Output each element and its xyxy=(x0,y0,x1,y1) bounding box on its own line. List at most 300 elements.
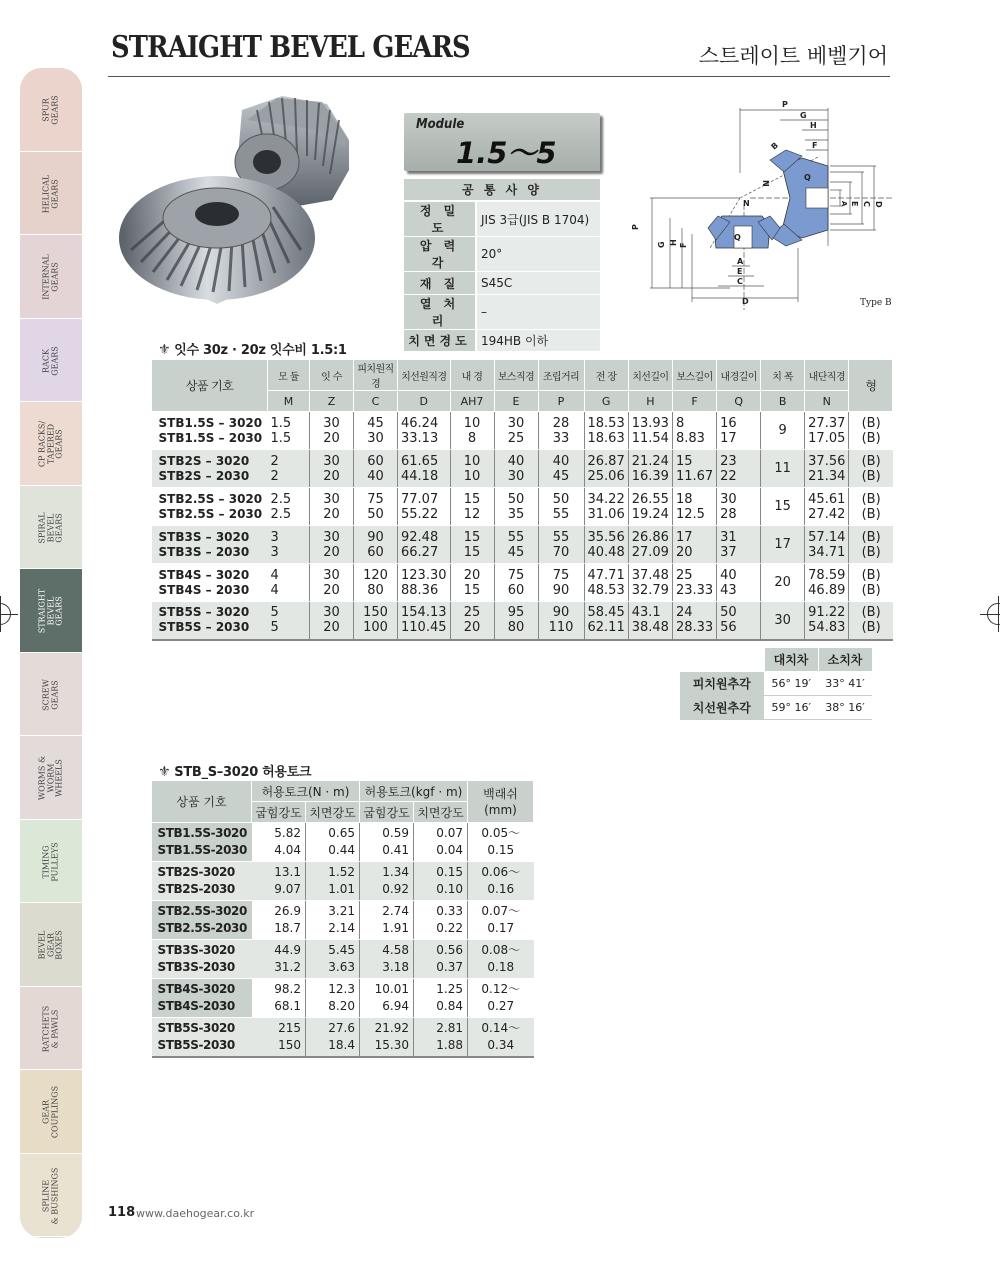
cell-line: 25 xyxy=(675,567,693,583)
cell-line: 25.06 xyxy=(587,468,625,484)
value-cell xyxy=(398,488,451,526)
sidebar-tab-label: RATCHETS & PAWLS xyxy=(41,1005,59,1052)
cell-line: 0.10 xyxy=(436,882,463,896)
cell-line: 60 xyxy=(367,544,384,560)
sidebar-tab-label: SPLINE & BUSHINGS xyxy=(41,1167,59,1224)
backlash-cell: 0.07～0.17 xyxy=(468,901,534,940)
table2-heading-text: STB_S–3020 허용토크 xyxy=(174,765,312,780)
column-symbol: Q xyxy=(717,391,761,412)
cell-line: 0.44 xyxy=(328,843,355,857)
value-cell xyxy=(354,412,398,450)
value-cell xyxy=(494,488,538,526)
cell-line: 25 xyxy=(507,430,525,446)
cell-line: 45.61 xyxy=(808,491,846,507)
value-cell xyxy=(538,564,584,602)
product-code xyxy=(152,1018,252,1057)
value-cell xyxy=(354,450,398,488)
torque-cell xyxy=(306,979,360,1018)
torque-cell xyxy=(252,862,306,901)
cell-line: 20 xyxy=(323,620,340,636)
cell-line: 5.45 xyxy=(328,943,355,957)
value-cell xyxy=(672,564,716,602)
torque-cell xyxy=(306,862,360,901)
sidebar-tab-label: TIMING PULLEYS xyxy=(41,841,59,882)
product-code xyxy=(152,901,252,940)
cell-line: 1.01 xyxy=(328,882,355,896)
value-cell xyxy=(584,412,628,450)
column-header: 내단직경 xyxy=(805,360,849,391)
angle-corner xyxy=(680,648,764,672)
svg-text:B: B xyxy=(769,140,780,152)
product-code xyxy=(152,450,268,488)
sidebar-tab[interactable] xyxy=(20,987,82,1071)
column-symbol: P xyxy=(538,391,584,412)
cell-line: 20 xyxy=(463,620,481,636)
cell-line: 8 xyxy=(467,430,477,446)
cell-line: 32.79 xyxy=(631,582,669,598)
sidebar-tab[interactable] xyxy=(20,402,82,486)
sidebar-tab[interactable] xyxy=(20,653,82,737)
cell-line: 37.56 xyxy=(808,453,846,469)
column-header: 피치원직경 xyxy=(354,360,398,391)
spec-value: – xyxy=(476,294,600,329)
cell-line: STB1.5S-3020 xyxy=(157,826,247,840)
cell-line: 8.83 xyxy=(675,430,705,446)
sidebar-tab[interactable] xyxy=(20,1154,82,1238)
cell-line: 30 xyxy=(323,529,340,545)
cell-line: 120 xyxy=(363,567,388,583)
cone-angle-table xyxy=(680,647,873,720)
cell-line: 45 xyxy=(552,468,570,484)
cell-line: 92.48 xyxy=(401,529,439,545)
table1-heading-text: 잇수 30z · 20z 잇수비 1.5:1 xyxy=(174,343,347,358)
cell-line: 215 xyxy=(278,1020,301,1035)
column-subheader: 굽힘강도 xyxy=(252,802,306,823)
value-cell xyxy=(268,526,310,564)
column-symbol: Z xyxy=(310,391,354,412)
svg-text:F: F xyxy=(812,141,818,150)
column-symbol: AH7 xyxy=(450,391,494,412)
page-title-korean: 스트레이트 베벨기어 xyxy=(698,44,888,68)
cell-line: (B) xyxy=(861,582,881,598)
column-symbol: D xyxy=(398,391,451,412)
registration-mark-left xyxy=(0,603,11,625)
column-symbol: C xyxy=(354,391,398,412)
table-row xyxy=(152,862,534,901)
cell-line: 30 xyxy=(507,468,525,484)
value-cell xyxy=(538,526,584,564)
value-cell xyxy=(494,450,538,488)
value-cell xyxy=(310,526,354,564)
sidebar-tab[interactable] xyxy=(20,1070,82,1154)
cell-line: 27.09 xyxy=(631,544,669,560)
value-cell xyxy=(354,526,398,564)
column-header: 치선원직경 xyxy=(398,360,451,391)
value-cell xyxy=(310,564,354,602)
cell-line: 40 xyxy=(720,567,737,583)
cell-line: 33 xyxy=(552,430,570,446)
cell-line: STB5S – 2030 xyxy=(158,620,250,635)
cell-line: 90 xyxy=(552,605,570,621)
cell-line: 57.14 xyxy=(808,529,846,545)
value-cell xyxy=(584,488,628,526)
cell-line: 70 xyxy=(552,544,570,560)
cell-line: 40 xyxy=(507,453,525,469)
sidebar-tab[interactable] xyxy=(20,736,82,820)
angle-col-header: 소치차 xyxy=(818,648,872,672)
angle-row-label: 치선원추각 xyxy=(680,696,764,720)
column-symbol: N xyxy=(805,391,849,412)
cell-line: 40 xyxy=(552,453,570,469)
value-cell xyxy=(584,526,628,564)
value-cell xyxy=(450,526,494,564)
torque-cell xyxy=(306,823,360,862)
spec-key: 치면경도 xyxy=(404,329,476,351)
cell-line: 44.9 xyxy=(274,943,301,957)
sidebar-tab-label: GEAR COUPLINGS xyxy=(41,1085,59,1139)
cell-line: 12 xyxy=(463,506,481,522)
column-symbol: F xyxy=(672,391,716,412)
cell-line: 26.55 xyxy=(631,491,669,507)
face-width-cell: 9 xyxy=(761,412,805,450)
type-cell xyxy=(849,488,893,526)
cell-line: 21.34 xyxy=(808,468,846,484)
value-cell xyxy=(628,602,672,640)
cell-line: 9.07 xyxy=(274,882,301,896)
value-cell xyxy=(672,526,716,564)
cell-line: 20 xyxy=(675,544,693,560)
cell-line: 40.48 xyxy=(587,544,625,560)
product-code xyxy=(152,526,268,564)
value-cell xyxy=(268,488,310,526)
sidebar-tab-label: RACK GEARS xyxy=(41,345,59,376)
angle-row-label: 피치원추각 xyxy=(680,672,764,696)
sidebar-tab[interactable] xyxy=(20,486,82,570)
cell-line: 30 xyxy=(367,430,384,446)
cell-line: 1.88 xyxy=(436,1037,463,1052)
cell-line: 18 xyxy=(675,491,693,507)
svg-text:F: F xyxy=(679,242,688,248)
cell-line: 30 xyxy=(720,491,737,507)
table-row xyxy=(152,940,534,979)
value-cell xyxy=(354,488,398,526)
column-subheader: 치면강도 xyxy=(306,802,360,823)
cell-line: 50 xyxy=(552,491,570,507)
module-label: Module xyxy=(416,117,465,132)
cell-line: 66.27 xyxy=(401,544,439,560)
cell-line: STB3S-3020 xyxy=(157,943,235,957)
cell-line: (B) xyxy=(861,620,881,636)
value-cell xyxy=(538,602,584,640)
cell-line: 0.04 xyxy=(436,843,463,857)
value-cell xyxy=(268,564,310,602)
cell-line: 1.25 xyxy=(436,982,463,996)
cell-line: 18.4 xyxy=(328,1037,355,1052)
cell-line: 27.42 xyxy=(808,506,846,522)
cell-line: 62.11 xyxy=(587,620,625,636)
website-url: www.daehogear.co.kr xyxy=(136,1207,255,1220)
cell-line: 55 xyxy=(552,506,570,522)
cell-line: 90 xyxy=(367,529,384,545)
torque-cell xyxy=(306,1018,360,1057)
cell-line: 26.9 xyxy=(274,904,301,918)
table-row xyxy=(152,450,893,488)
svg-text:N: N xyxy=(743,199,750,208)
table-row xyxy=(152,564,893,602)
value-cell xyxy=(628,450,672,488)
cell-line: 16.39 xyxy=(631,468,669,484)
sidebar-tab[interactable] xyxy=(20,569,82,653)
cell-line: STB5S-2030 xyxy=(157,1037,235,1052)
svg-text:E: E xyxy=(850,201,859,207)
value-cell xyxy=(310,450,354,488)
cell-line: 98.2 xyxy=(274,982,301,996)
column-header: 치선길이 xyxy=(628,360,672,391)
value-cell xyxy=(398,602,451,640)
cell-line: 11.54 xyxy=(631,430,669,446)
page-title: STRAIGHT BEVEL GEARS xyxy=(111,30,470,65)
cell-line: 20 xyxy=(323,430,340,446)
column-header: 보스길이 xyxy=(672,360,716,391)
torque-cell xyxy=(360,1018,414,1057)
table1-heading xyxy=(158,339,347,358)
svg-text:Q: Q xyxy=(734,233,741,242)
cell-line: 28 xyxy=(552,415,570,431)
cell-line: 30 xyxy=(323,567,340,583)
backlash-cell: 0.06～0.16 xyxy=(468,862,534,901)
sidebar-tab[interactable] xyxy=(20,68,82,152)
cell-line: 15 xyxy=(463,544,481,560)
value-cell xyxy=(717,412,761,450)
value-cell xyxy=(450,412,494,450)
cell-line: 31.2 xyxy=(274,960,301,974)
value-cell xyxy=(672,602,716,640)
spec-key: 압 력 각 xyxy=(404,237,476,272)
cell-line: STB2S – 2030 xyxy=(158,468,250,483)
dimension-diagram xyxy=(630,98,895,313)
cell-line: 30 xyxy=(323,491,340,507)
torque-cell xyxy=(414,823,468,862)
cell-line: 20 xyxy=(323,468,340,484)
cell-line: STB3S-2030 xyxy=(157,960,235,974)
cell-line: 18.7 xyxy=(274,921,301,935)
value-cell xyxy=(398,412,451,450)
value-cell xyxy=(450,602,494,640)
torque-cell xyxy=(360,862,414,901)
cell-line: 0.22 xyxy=(436,921,463,935)
table2-heading xyxy=(158,761,311,780)
torque-cell xyxy=(360,979,414,1018)
cell-line: 50 xyxy=(720,605,737,621)
cell-line: 46.89 xyxy=(808,582,846,598)
spec-key: 열 처 리 xyxy=(404,294,476,329)
sidebar-tab-label: INTERNAL GEARS xyxy=(41,254,59,300)
cell-line: 4.58 xyxy=(382,943,409,957)
cell-line: (B) xyxy=(861,468,881,484)
value-cell xyxy=(717,526,761,564)
cell-line: 26.86 xyxy=(631,529,669,545)
cell-line: 1.52 xyxy=(328,865,355,879)
cell-line: 3.18 xyxy=(382,960,409,974)
cell-line: 15 xyxy=(463,582,481,598)
cell-line: STB4S-2030 xyxy=(157,999,235,1013)
value-cell xyxy=(268,412,310,450)
torque-cell xyxy=(252,901,306,940)
cell-line: 75 xyxy=(552,567,570,583)
cell-line: 20 xyxy=(323,544,340,560)
column-header: 상품 기호 xyxy=(152,781,252,823)
cell-line: 110 xyxy=(548,620,574,636)
torque-cell xyxy=(252,979,306,1018)
column-header: 상품 기호 xyxy=(152,360,268,412)
svg-text:C: C xyxy=(862,201,871,207)
value-cell xyxy=(450,450,494,488)
product-code xyxy=(152,862,252,901)
svg-text:G: G xyxy=(657,241,666,248)
svg-text:H: H xyxy=(810,121,817,130)
cell-line: STB4S – 2030 xyxy=(158,582,250,597)
cell-line: 37 xyxy=(720,544,737,560)
column-header: 형 xyxy=(849,360,893,412)
cell-line: 18.63 xyxy=(587,430,625,446)
svg-text:E: E xyxy=(737,267,743,276)
cell-line: 10 xyxy=(463,453,481,469)
cell-line: 22 xyxy=(720,468,737,484)
value-cell xyxy=(538,412,584,450)
table-row xyxy=(152,526,893,564)
value-cell xyxy=(717,602,761,640)
type-cell xyxy=(849,602,893,640)
cell-line: 1.34 xyxy=(382,865,409,879)
column-header: 모 듈 xyxy=(268,360,310,391)
value-cell xyxy=(805,412,849,450)
cell-line: 35 xyxy=(507,506,525,522)
cell-line: 54.83 xyxy=(808,620,846,636)
value-cell xyxy=(805,450,849,488)
backlash-cell: 0.14～0.34 xyxy=(468,1018,534,1057)
table-row xyxy=(152,823,534,862)
cell-line: 0.37 xyxy=(436,960,463,974)
cell-line: 58.45 xyxy=(587,605,625,621)
cell-line: 35.56 xyxy=(587,529,625,545)
cell-line: (B) xyxy=(861,491,881,507)
value-cell xyxy=(584,450,628,488)
cell-line: 60 xyxy=(507,582,525,598)
svg-text:C: C xyxy=(737,277,743,286)
cell-line: 21.92 xyxy=(374,1020,409,1035)
table-row xyxy=(152,602,893,640)
cell-line: 20 xyxy=(323,582,340,598)
cell-line: 1.5 xyxy=(270,430,292,446)
cell-line: 37.48 xyxy=(631,567,669,583)
value-cell xyxy=(805,526,849,564)
cell-line: 3.21 xyxy=(328,904,355,918)
cell-line: 0.92 xyxy=(382,882,409,896)
cell-line: 0.07 xyxy=(436,826,463,840)
product-code xyxy=(152,564,268,602)
sidebar-tab[interactable] xyxy=(20,235,82,319)
table-row xyxy=(152,488,893,526)
value-cell xyxy=(310,412,354,450)
cell-line: STB4S-3020 xyxy=(157,982,235,996)
torque-cell xyxy=(306,901,360,940)
sidebar-tab[interactable] xyxy=(20,152,82,236)
cell-line: 17 xyxy=(720,430,737,446)
fleur-icon: ⚜ xyxy=(158,342,171,358)
column-header: 전 장 xyxy=(584,360,628,391)
cell-line: 47.71 xyxy=(587,567,625,583)
common-spec-table xyxy=(404,179,600,352)
cell-line: STB2.5S – 2030 xyxy=(158,506,263,521)
cell-line: 91.22 xyxy=(808,605,846,621)
value-cell xyxy=(628,526,672,564)
svg-text:A: A xyxy=(840,201,848,207)
value-cell xyxy=(494,564,538,602)
cell-line: (B) xyxy=(861,430,881,446)
sidebar-tab[interactable] xyxy=(20,319,82,403)
cell-line: 43 xyxy=(720,582,737,598)
column-header: 허용토크(N · m) xyxy=(252,781,360,802)
torque-cell xyxy=(360,940,414,979)
cell-line: STB2.5S-2030 xyxy=(157,921,247,935)
cell-line: 30 xyxy=(323,415,340,431)
cell-line: STB2S-2030 xyxy=(157,882,235,896)
cell-line: 77.07 xyxy=(401,491,439,507)
cell-line: STB1.5S – 3020 xyxy=(158,415,263,430)
cell-line: 88.36 xyxy=(401,582,439,598)
cell-line: 34.22 xyxy=(587,491,625,507)
fleur-icon: ⚜ xyxy=(158,764,171,780)
backlash-cell: 0.12～0.27 xyxy=(468,979,534,1018)
cell-line: 56 xyxy=(720,620,737,636)
cell-line: 24 xyxy=(675,605,693,621)
cell-line: 23.33 xyxy=(675,582,714,598)
cell-line: 2.14 xyxy=(328,921,355,935)
cell-line: 0.56 xyxy=(436,943,463,957)
cell-line: STB2.5S-3020 xyxy=(157,904,247,918)
value-cell xyxy=(398,450,451,488)
sidebar-tab[interactable] xyxy=(20,903,82,987)
table-row xyxy=(152,979,534,1018)
column-header: 조립거리 xyxy=(538,360,584,391)
value-cell xyxy=(398,526,451,564)
spec-value: 194HB 이하 xyxy=(476,329,600,351)
cell-line: 17.05 xyxy=(808,430,846,446)
product-code xyxy=(152,602,268,640)
bevel-gear-photo xyxy=(117,90,367,315)
cell-line: STB5S-3020 xyxy=(157,1020,235,1035)
torque-cell xyxy=(414,901,468,940)
cell-line: 19.24 xyxy=(631,506,669,522)
cell-line: (B) xyxy=(861,529,881,545)
cell-line: 27.6 xyxy=(328,1020,355,1035)
cell-line: 20 xyxy=(463,567,481,583)
table-row xyxy=(152,901,534,940)
sidebar-tab[interactable] xyxy=(20,820,82,904)
cell-line: 40 xyxy=(367,468,384,484)
cell-line: 48.53 xyxy=(587,582,625,598)
cell-line: 3 xyxy=(270,544,279,560)
cell-line: 4 xyxy=(270,567,279,583)
cell-line: 27.37 xyxy=(808,415,846,431)
cell-line: 30 xyxy=(323,605,340,621)
sidebar-tab-label: SCREW GEARS xyxy=(41,678,59,711)
angle-col-header: 대치차 xyxy=(764,648,818,672)
value-cell xyxy=(398,564,451,602)
angle-value: 38° 16′ xyxy=(818,696,872,720)
cell-line: 1.91 xyxy=(382,921,409,935)
value-cell xyxy=(628,564,672,602)
